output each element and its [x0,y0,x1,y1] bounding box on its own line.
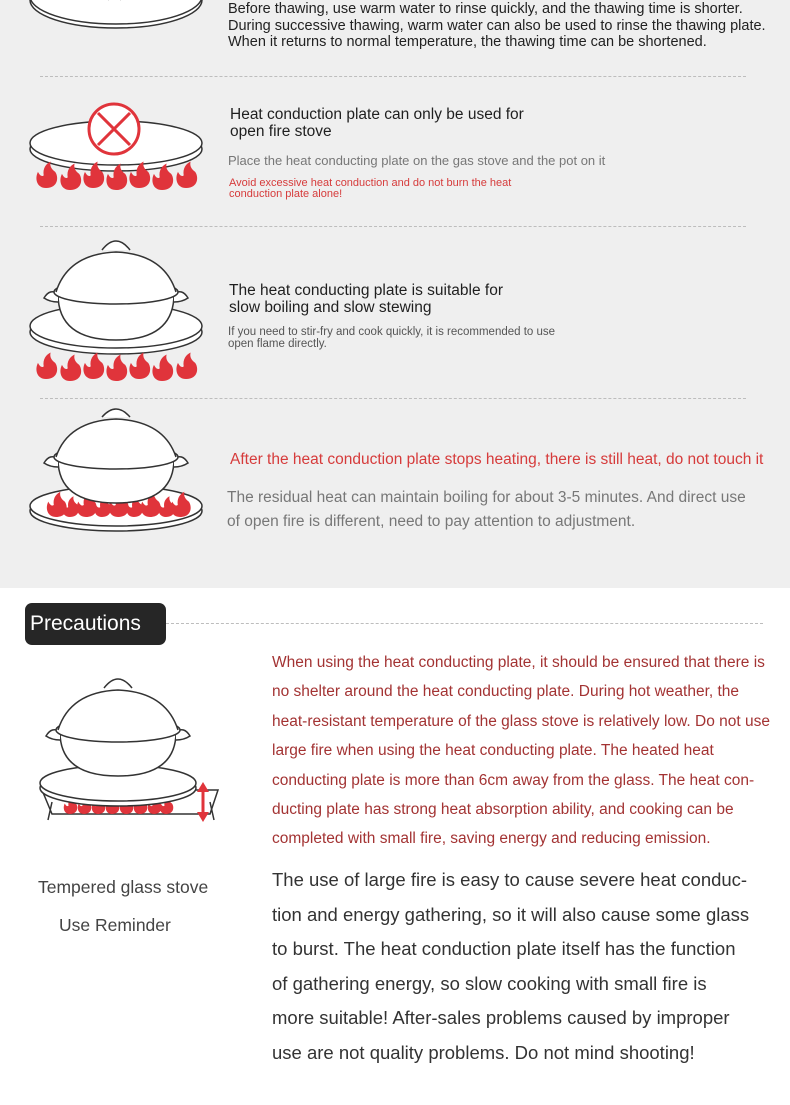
glass-stove-illustration [30,672,215,827]
flame-icon [36,353,57,379]
flame-icon [106,355,127,381]
pot-on-plate-illustration [28,236,208,386]
slow-cooking-note: If you need to stir-fry and cook quickly, it is recommended to use open flame directly. [228,326,556,350]
residual-heat-note: The residual heat can maintain boiling for about 3-5 minutes. And direct use of open fire is different, need to pay attention to adjustment. [227,489,746,530]
open-fire-instruction: Place the heat conducting plate on the gas stove and the pot on it [228,153,606,168]
flame-icon [176,162,197,188]
open-fire-warning: Avoid excessive heat conduction and do not burn the heat conduction plate alone! [229,177,512,200]
precautions-red-paragraph: When using the heat conducting plate, it should be ensured that there is no shelter around the heat conducting plate. During hot weather, the heat-resistant temperature of the glass stove is relatively low. Do not use large fire when using the heat conducting plate. The heated heat conducting plate is more than 6cm away from the glass. The heat con-ducting plate has strong heat absorption ability, and cooking can be completed with small fire, saving energy and reducing emission. [272,654,770,848]
prohibited-icon [89,104,139,154]
slow-cooking-heading: The heat conducting plate is suitable for slow boiling and slow stewing [229,282,504,316]
caption-subtitle: Use Reminder [59,915,171,935]
flame-icon [152,355,173,381]
flame-icon [83,353,104,379]
precautions-divider [166,623,763,624]
flame-icon [36,162,57,188]
pot-residual-heat-illustration [28,407,208,535]
divider [40,226,746,227]
residual-heat-warning: After the heat conduction plate stops heating, there is still heat, do not touch it [230,451,764,468]
plate-illustration [28,0,208,35]
flame-icon [129,353,150,379]
flame-icon [176,353,197,379]
plate-on-flame-illustration [28,100,208,195]
flame-icon [60,355,81,381]
caption-title: Tempered glass stove [38,877,209,897]
intro-text: Before thawing, use warm water to rinse quickly, and the thawing time is shorter. During successive thawing, warm water can also be used to rinse the thawing plate. When it returns to normal temperature, the thawing time can be shortened. [228,1,766,50]
precautions-dark-paragraph: The use of large fire is easy to cause severe heat conduc-tion and energy gathering, so it will also cause some glass to burst. The heat conduction plate itself has the function of gathering energy, so slow cooking with small fire is more suitable! After-sales problems caused by improper use are not quality problems. Do not mind shooting! [272,869,750,1063]
precautions-badge: Precautions [25,603,166,645]
divider [40,398,746,399]
divider [40,76,746,77]
open-fire-heading: Heat conduction plate can only be used for open fire stove [230,106,524,140]
